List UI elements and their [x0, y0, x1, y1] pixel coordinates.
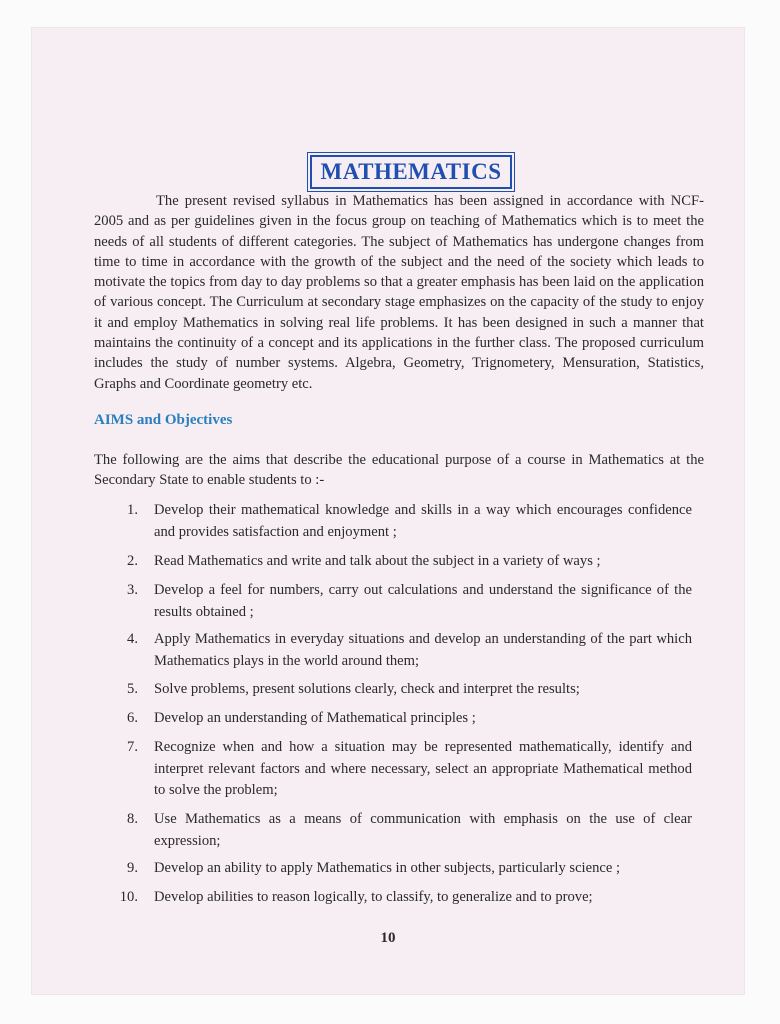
- intro-paragraph: The present revised syllabus in Mathematics has been assigned in accordance with NCF- 2005 and as per guidelines given in the focus group on teaching of Mathematics which is to meet the needs of all students of different categories. The subject of Mathematics has undergone changes from time to time in accordance with the growth of the subject and the need of the society which leads to motivate the topics from day to day problems so that a greater emphasis has been laid on the application of various concept. The Curriculum at secondary stage emphasizes on the capacity of the study to enjoy it and employ Mathematics in solving real life problems. It has been designed in such a manner that maintains the continuity of a concept and its applications in the further class. The proposed curriculum includes the study of number systems. Algebra, Geometry, Trignometery, Mensuration, Statistics, Graphs and Coordinate geometry etc.: [94, 193, 704, 392]
- objective-number: 3.: [127, 582, 138, 598]
- objective-item: [122, 580, 692, 623]
- page-title: MATHEMATICS: [310, 155, 512, 189]
- objective-text: Use Mathematics as a means of communication with emphasis on the use of clear expression;: [154, 811, 692, 849]
- objective-text: Read Mathematics and write and talk about the subject in a variety of ways ;: [154, 553, 601, 569]
- objective-text: Develop a feel for numbers, carry out calculations and understand the significance of the results obtained ;: [154, 582, 692, 620]
- objective-item: [122, 679, 692, 701]
- objective-number: 9.: [127, 860, 138, 876]
- objective-text: Recognize when and how a situation may be represented mathematically, identify and interpret relevant factors and where necessary, select an appropriate Mathematical method to solve the problem;: [154, 739, 692, 798]
- objective-number: 1.: [127, 502, 138, 518]
- objective-text: Develop abilities to reason logically, to classify, to generalize and to prove;: [154, 889, 593, 905]
- objective-text: Develop their mathematical knowledge and skills in a way which encourages confidence and provides satisfaction and enjoyment ;: [154, 502, 692, 540]
- objective-item: [122, 809, 692, 852]
- objective-item: [122, 629, 692, 672]
- document-page: [32, 28, 744, 994]
- objective-item: [122, 858, 692, 880]
- page-number: 10: [380, 930, 396, 946]
- aims-lead-paragraph: The following are the aims that describe the educational purpose of a course in Mathematics at the Secondary State to enable students to :-: [94, 452, 704, 489]
- objective-text: Develop an ability to apply Mathematics in other subjects, particularly science ;: [154, 860, 621, 876]
- objective-number: 4.: [127, 631, 138, 647]
- objective-number: 8.: [127, 811, 138, 827]
- objective-number: 7.: [127, 739, 138, 755]
- objective-item: [122, 500, 692, 543]
- objective-text: Solve problems, present solutions clearly, check and interpret the results;: [154, 681, 580, 697]
- objective-number: 2.: [127, 553, 138, 569]
- objective-text: Develop an understanding of Mathematical principles ;: [154, 710, 476, 726]
- objective-text: Apply Mathematics in everyday situations and develop an understanding of the part which Mathematics plays in the world around them;: [154, 631, 692, 669]
- objective-number: 10.: [119, 889, 138, 905]
- objective-number: 6.: [127, 710, 138, 726]
- objective-number: 5.: [127, 681, 138, 697]
- objective-item: [119, 887, 692, 909]
- objective-item: [122, 737, 692, 802]
- objective-item: [122, 708, 692, 730]
- aims-heading: AIMS and Objectives: [94, 412, 233, 428]
- objective-item: [122, 551, 692, 573]
